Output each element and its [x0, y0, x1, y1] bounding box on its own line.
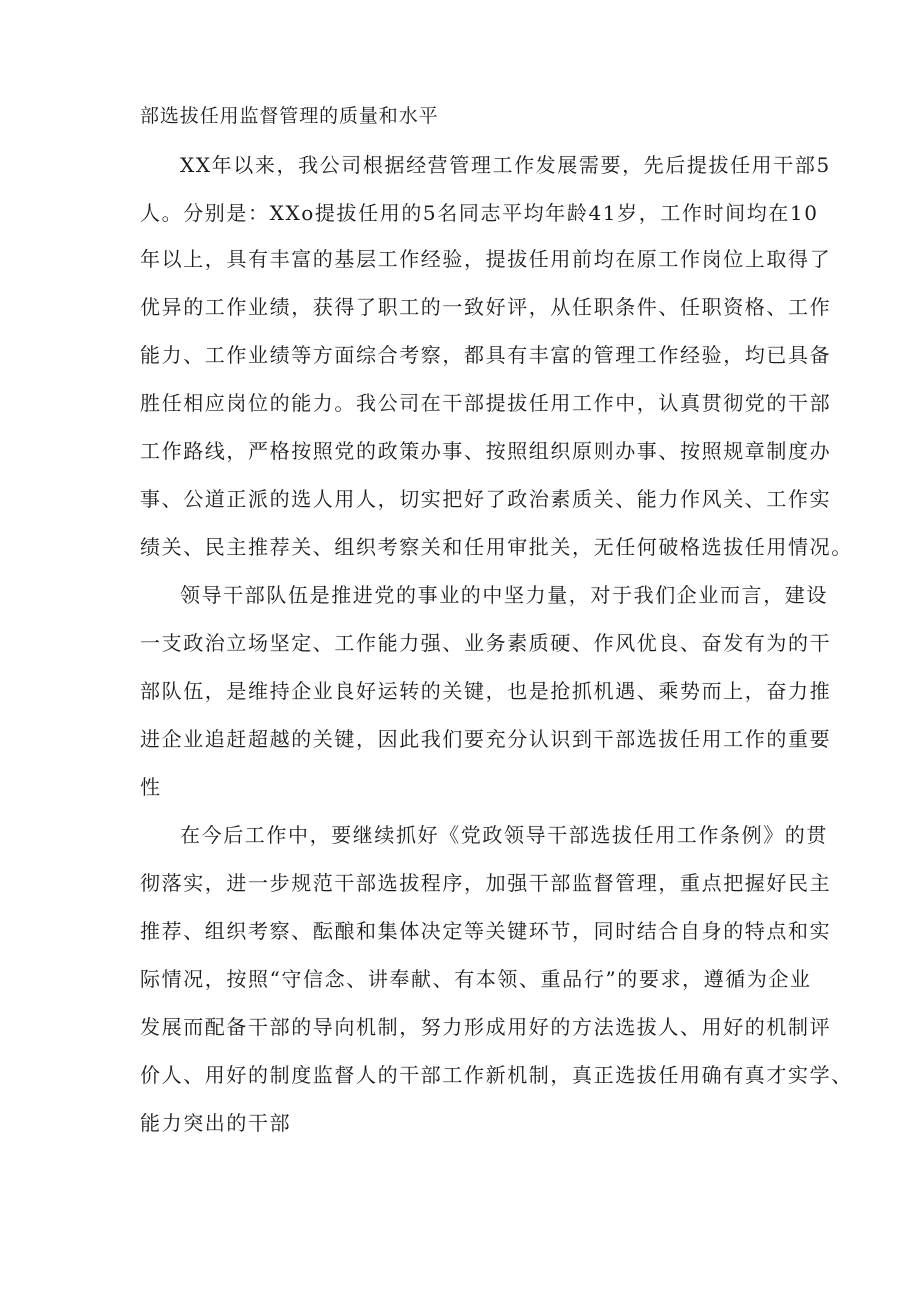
text-line: 性: [140, 775, 162, 799]
text-line: 价人、用好的制度监督人的干部工作新机制，真正选拔任用确有真才实学、: [140, 1063, 853, 1087]
text-line: 年以上，具有丰富的基层工作经验，提拔任用前均在原工作岗位上取得了: [140, 247, 832, 271]
text-line: 彻落实，进一步规范干部选拔程序，加强干部监督管理，重点把握好民主: [140, 871, 832, 895]
text-line: 部选拔任用监督管理的质量和水平: [140, 105, 439, 127]
text-line: 人。分别是：XXo提拔任用的5名同志平均年龄41岁，工作时间均在10: [140, 201, 819, 225]
paragraph-start: 领导干部队伍是推进党的事业的中坚力量，对于我们企业而言，建设: [180, 583, 828, 607]
paragraph-start: XX年以来，我公司根据经营管理工作发展需要，先后提拔任用干部5: [180, 153, 831, 177]
text-line: 部队伍，是维持企业良好运转的关键，也是抢抓机遇、乘势而上，奋力推: [140, 679, 832, 703]
text-line: 能力突出的干部: [140, 1111, 292, 1135]
text-line: 进企业追赶超越的关键，因此我们要充分认识到干部选拔任用工作的重要: [140, 727, 832, 751]
text-line: 能力、工作业绩等方面综合考察，都具有丰富的管理工作经验，均已具备: [140, 343, 832, 367]
text-line: 一支政治立场坚定、工作能力强、业务素质硬、作风优良、奋发有为的干: [140, 631, 832, 655]
text-line: 发展而配备干部的导向机制，努力形成用好的方法选拔人、用好的机制评: [140, 1015, 832, 1039]
paragraph-start: 在今后工作中，要继续抓好《党政领导干部选拔任用工作条例》的贯: [180, 823, 828, 847]
text-line: 推荐、组织考察、酝酿和集体决定等关键环节，同时结合自身的特点和实: [140, 919, 832, 943]
text-line: 胜任相应岗位的能力。我公司在干部提拔任用工作中，认真贯彻党的干部: [140, 391, 832, 415]
text-line: 事、公道正派的选人用人，切实把好了政治素质关、能力作风关、工作实: [140, 487, 832, 511]
text-line: 优异的工作业绩，获得了职工的一致好评，从任职条件、任职资格、工作: [140, 295, 832, 319]
text-line: 际情况，按照“守信念、讲奉献、有本领、重品行”的要求，遵循为企业: [140, 967, 812, 991]
text-line: 工作路线，严格按照党的政策办事、按照组织原则办事、按照规章制度办: [140, 439, 832, 463]
text-line: 绩关、民主推荐关、组织考察关和任用审批关，无任何破格选拔任用情况。: [140, 535, 853, 559]
